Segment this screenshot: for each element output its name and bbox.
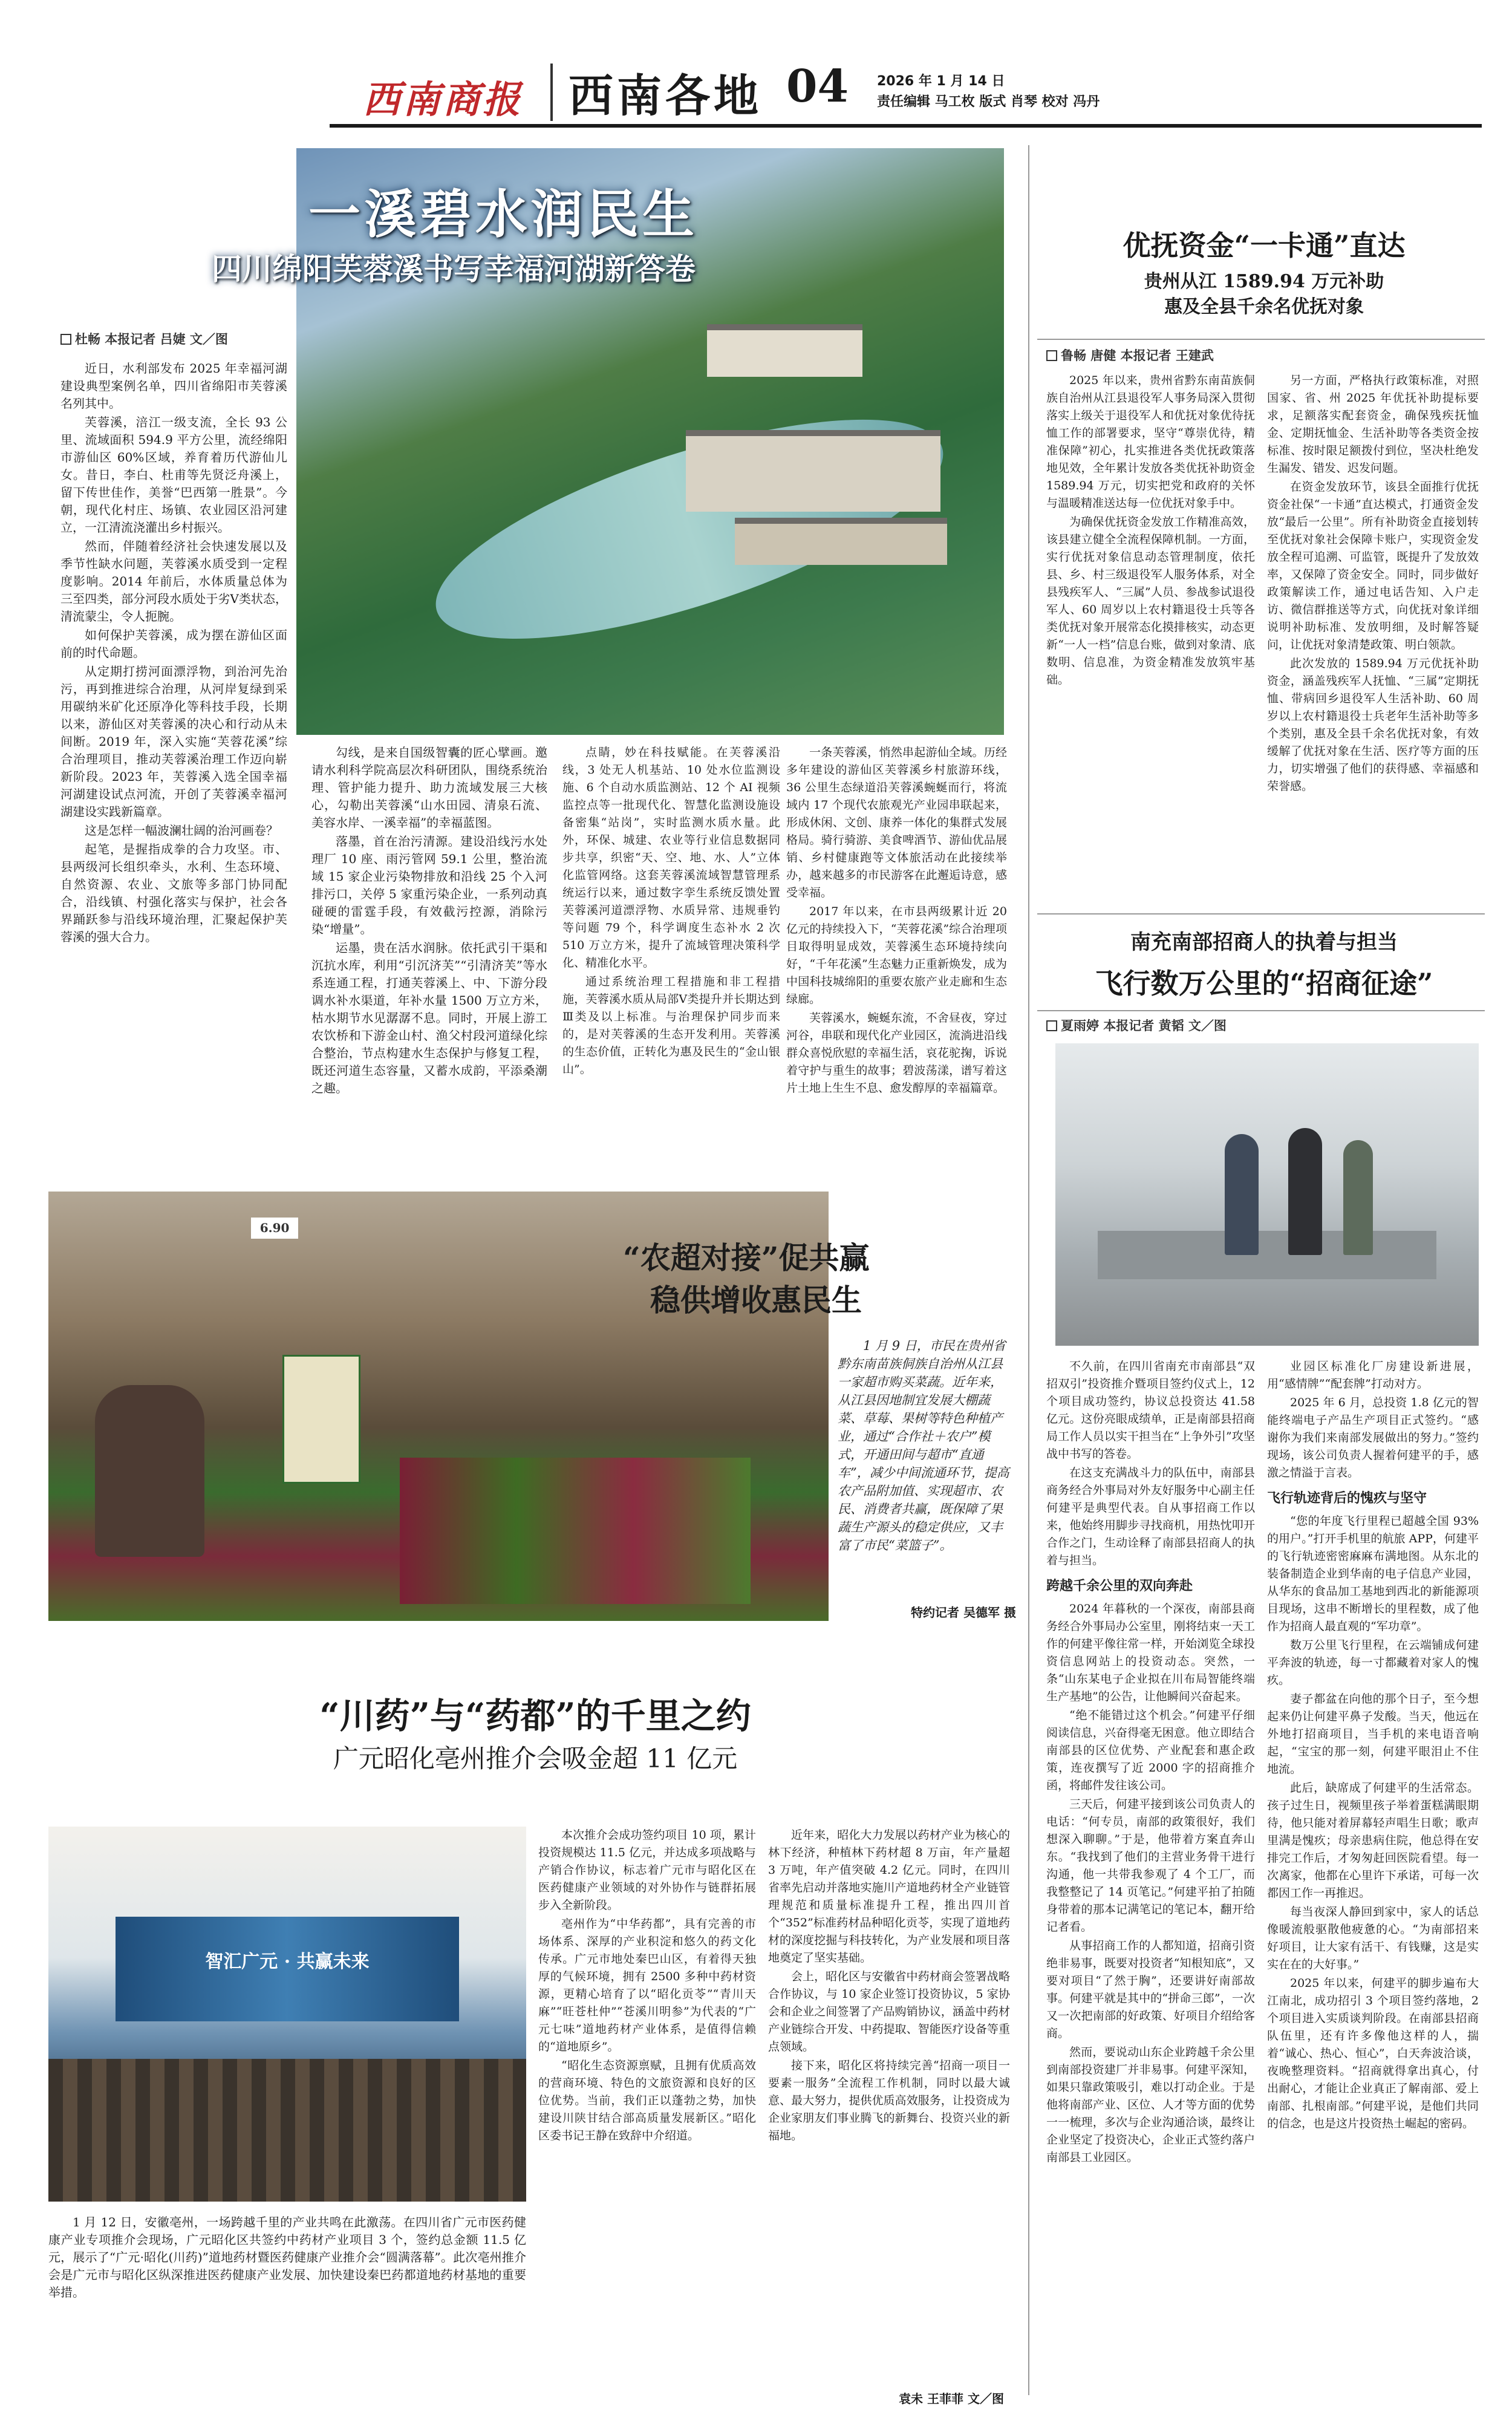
paragraph: 本次推介会成功签约项目 10 项，累计投资规模达 11.5 亿元，并达成多项战略与产销合作协议，标志着广元市与昭化区在医药健康产业领域的对外协作与链群拓展步入全新阶段。 [538,1828,756,1912]
byline-icon [60,334,71,345]
article1-title: 一溪碧水润民生 [308,184,698,245]
issue-date: 2026 年 1 月 14 日 [877,74,1005,89]
article2-col1 [1046,372,1255,910]
lab-bench [1098,1231,1436,1279]
shopper-figure [95,1385,204,1557]
top-rule [330,124,1482,128]
section-title: 西南各地 [569,70,762,122]
article2-title: 优抚资金“一卡通”直达 [1123,229,1406,262]
shelf-sign [282,1355,360,1484]
paragraph: “昭化生态资源禀赋，且拥有优质高效的营商环境、特色的文旅资源和良好的区位优势。当前，我们正以蓬勃之势，加快建设川陕甘结合部高质量发展新区。”昭化区委书记王静在致辞中介绍道。 [538,2059,756,2142]
paragraph: 近日，水利部发布 2025 年幸福河湖建设典型案例名单，四川省绵阳市芙蓉溪名列其中。 [60,361,287,411]
paragraph: 点睛，妙在科技赋能。在芙蓉溪沿线，3 处无人机基站、10 处水位监测设施、6 个自动水质监测站、12 个 AI 视频监控点等一批现代化、智慧化监测设施设备密集“站岗”，实时监测水质水量。此外，环保、城建、农业等行业信息数据同步共享，织密“天、空、地、水、人”立体化监管网络。这套芙蓉溪流域智慧管理系统运行以来，通过数字孪生系统反馈处置芙蓉溪河道漂浮物、水质异常、违规垂钓等问题 79 个，科学调度生态补水 2 次 510 万立方米，提升了流域管理决策科学化、精准化水平。 [562,746,780,970]
paragraph: 此后，缺席成了何建平的生活常态。孩子过生日，视频里孩子举着蛋糕满眼期待，他只能对着屏幕轻声唱生日歌；歌声里满是愧疚；母亲患病住院，他总得在安排完工作后，才匆匆赶回医院看望。每一次离家，他都在心里许下承诺，可每一次都因工作一再推迟。 [1267,1781,1479,1900]
paragraph: 运墨，贵在活水润脉。依托武引干渠和沉抗水库，利用“引沉济芙”“引清济芙”等水系连通工程，打通芙蓉溪上、中、下游分段调水补水渠道，年补水量 1500 万立方米，枯水期节水见潺潺不息。同时，开展上游工农饮桥和下游金山村、渔父村段河道绿化综合整治，节点构建水生态保护与修复工程，既还河道生态容量，又蓄水成韵，平添桑潮之趣。 [311,941,547,1095]
person-figure [1225,1134,1259,1255]
audience-rows [48,2059,526,2202]
article4-subtitle: 广元昭化亳州推介会吸金超 11 亿元 [333,1744,738,1773]
article1-subtitle: 四川绵阳芙蓉溪书写幸福河湖新答卷 [212,251,696,287]
paragraph: 这是怎样一幅波澜壮阔的治河画卷？ [85,823,278,838]
paragraph: 从事招商工作的人都知道，招商引资绝非易事，既要对投资者“知根知底”，又要对项目“了然于胸”，还要讲好南部故事。何建平就是其中的“拼命三郎”，一次又一次把南部的好政策、好项目介绍给客商。 [1046,1939,1255,2040]
paragraph: 落墨，首在治污清源。建设沿线污水处理厂 10 座、雨污管网 59.1 公里，整治流域 15 家企业污染物排放和沿线 25 个入河排污口，关停 5 家重污染企业，一系列动真碰硬的雷霆手段，有效截污控源，消除污染“增量”。 [311,834,547,936]
paragraph: 接下来，昭化区将持续完善“招商一项目一要素一服务”全流程工作机制，同时以最大诚意、最大努力，提供优质高效服务，让投资成为企业家朋友们事业腾飞的新舞台、投资兴业的新福地。 [768,2059,1010,2142]
paragraph: 1 月 12 日，安徽亳州，一场跨越千里的产业共鸣在此激荡。在四川省广元市医药健康产业专项推介会现场，广元昭化区共签约中药材产业项目 3 个，签约总金额 11.5 亿元，展示了“广元·昭化(川药)”道地药材暨医药健康产业推介会“圆满落幕”。此次亳州推介会是广元市与昭化区纵深推进医药健康产业发展、加快建设秦巴药都道地药材基地的重要举措。 [48,2215,526,2300]
paragraph: 勾线，是来自国级智囊的匠心擘画。邀请水利科学院高层次科研团队，围绕系统治理、管护能力提升、助力流域发展三大核心，勾勒出芙蓉溪“山水田园、清泉石流、美容水岸、一溪幸福”的幸福蓝图。 [311,745,547,830]
article3-subhead2: 飞行轨迹背后的愧疚与坚守 [1267,1491,1427,1506]
page-number: 04 [786,60,849,112]
article3-kicker: 南充南部招商人的执着与担当 [1130,930,1398,954]
article2-sub2: 惠及全县千余名优抚对象 [1164,296,1364,318]
paragraph: 芙蓉溪，涪江一级支流，全长 93 公里、流域面积 594.9 平方公里，流经绵阳市游仙区 60%区域，养育着历代游仙儿女。昔日，李白、杜甫等先贤泛舟溪上，留下传世佳作，美誉“巴西第一胜景”。今朝，现代化村庄、场镇、农业园区沿河建立，一江清流浇灌出乡村振兴。 [60,415,287,535]
paragraph: 在这支充满战斗力的队伍中，南部县商务经合外事局对外友好服务中心副主任何建平是典型代表。自从事招商工作以来，他始终用脚步寻找商机，用热忱叩开合作之门，生动诠释了南部县招商人的执着与担当。 [1046,1466,1255,1567]
article3-col1 [1046,1358,1255,2386]
building-cluster [735,518,947,565]
article4-col1 [538,1827,756,2389]
paragraph: 2025 年以来，贵州省黔东南苗族侗族自治州从江县退役军人事务局深入贯彻落实上级关于退役军人和优抚对象优待抚恤工作的部署要求，坚守“尊崇优待，精准保障”初心，扎实推进各类优抚政策落地见效，全年累计发放各类优抚补助资金 1589.94 万元，切实把党和政府的关怀与温暖精准送达每一位优抚对象手中。 [1046,374,1255,510]
photo-story-credit: 特约记者 吴德军 摄 [911,1605,1016,1620]
byline-icon [1046,350,1057,361]
article3-top-rule [1037,913,1485,915]
article4-photo-meeting [48,1827,526,2202]
paragraph: 近年来，昭化大力发展以药材产业为核心的林下经济，种植林下药材超 8 万亩，年产量超 3 万吨，年产值突破 4.2 亿元。同时，在四川省率先启动并落地实施川产道地药材全产业链管理规范和质量标准提升工程，推出四川首个“352”标准药材品种昭化贡苓，实现了道地药材的深度挖掘与科技转化，为产业发展和项目落地奠定了坚实基础。 [768,1828,1010,1964]
photo-story-title1: “农超对接”促共赢 [623,1240,870,1276]
paragraph: 然而，要说动山东企业跨越千余公里到南部投资建厂并非易事。何建平深知，如果只靠政策吸引，难以打动企业。于是他将南部产业、区位、人才等方面的优势一一梳理，多次与企业沟通洽谈，最终让企业坚定了投资决心，企业正式签约落户南部县工业园区。 [1046,2046,1255,2164]
paragraph: 然而，伴随着经济社会快速发展以及季节性缺水问题，芙蓉溪水质受到一定程度影响。2014 年前后，水体质量总体为三至四类，部分河段水质处于劣Ⅴ类状态，清流蒙尘，令人扼腕。 [60,539,287,624]
paragraph: 每当夜深人静回到家中，家人的话总像暖流般驱散他疲惫的心。“为南部招来好项目，让大家有活干、有钱赚，这是实实在在的大好事。” [1267,1905,1479,1971]
paragraph: 在资金发放环节，该县全面推行优抚资金社保“一卡通”直达模式，打通资金发放“最后一公里”。所有补助资金直接划转至优抚对象社会保障卡账户，实现资金发放全程可追溯、可监管，既提升了发放效率，又保障了资金安全。同时，同步做好政策解读工作，通过电话告知、入户走访、微信群推送等方式，向优抚对象详细说明补助标准、发放明细，及时解答疑问，让优抚对象清楚政策、明白领款。 [1267,480,1479,651]
paragraph: 从定期打捞河面漂浮物，到治河先治污，再到推进综合治理，从河岸复绿到采用碳纳米矿化还原净化等科技手段，长期以来，游仙区对芙蓉溪的决心和行动从未间断。2019 年，深入实施“芙蓉花溪”综合治理项目，推动芙蓉溪治理工作迈向崭新阶段。2023 年，芙蓉溪入选全国幸福河湖建设试点河流，开创了芙蓉溪幸福河湖建设实践新篇章。 [60,664,287,819]
photo-story-title2: 稳供增收惠民生 [650,1282,862,1318]
article3-col2 [1267,1358,1479,2386]
article1-col4 [786,744,1007,1167]
article3-rule [1037,1010,1485,1011]
paragraph: 2025 年以来，何建平的脚步遍布大江南北，成功招引 3 个项目签约落地，2 个项目进入实质谈判阶段。在南部县招商队伍里，还有许多像他这样的人，揣着“诚心、热心、恒心”，白天奔波洽谈，夜晚整理资料。“招商就得拿出真心，付出耐心，才能让企业真正了解南部、爱上南部、扎根南部。”何建平说，是他们共同的信念，也是这片投资热土崛起的密码。 [1267,1977,1479,2130]
paragraph: 2017 年以来，在市县两级累计近 20 亿元的持续投入下，“芙蓉花溪”综合治理项目取得明显成效，芙蓉溪生态环境持续向好，“千年花溪”生态魅力正重新焕发，成为中国科技城绵阳的重要农旅产业走廊和生态绿廊。 [786,905,1007,1006]
paragraph: 起笔，是握指成拳的合力攻坚。市、县两级河长组织牵头，水利、生态环境、自然资源、农业、文旅等多部门协同配合，沿线镇、村强化落实与保护，社会各界踊跃参与沿线环境治理，汇聚起保护芙蓉溪的强大合力。 [60,842,287,944]
paragraph: 2024 年暮秋的一个深夜，南部县商务经合外事局办公室里，刚将结束一天工作的何建平像往常一样，开始浏览全球投资信息网站上的投资动态。突然，一条“山东某电子企业拟在川布局智能终端生产基地”的公告，让他瞬间兴奋起来。 [1046,1602,1255,1703]
vegetable-display [400,1458,751,1603]
paragraph: 另一方面，严格执行政策标准，对照国家、省、州 2025 年优抚补助提标要求，足额落实配套资金，确保残疾抚恤金、定期抚恤金、生活补助等各类资金按标准、按时限足额拨付到位，坚决杜绝发生漏发、错发、迟发问题。 [1267,374,1479,475]
article4-credit: 袁未 王菲菲 文／图 [899,2392,1004,2406]
article1-col3 [562,744,780,1167]
price-tag: 6.90 [251,1218,298,1239]
byline-icon [1046,1020,1057,1031]
paragraph: 如何保护芙蓉溪，成为摆在游仙区面前的时代命题。 [60,628,287,660]
paragraph: 亳州作为“中华药都”，具有完善的市场体系、深厚的产业积淀和悠久的药文化传承。广元市地处秦巴山区，有着得天独厚的气候环境，拥有 2500 多种中药材资源，更精心培育了以“昭化贡苓”“青川天麻”“旺苍杜仲”“苍溪川明参”为代表的“广元七味”道地药材产业体系，是值得信赖的“道地原乡”。 [538,1917,756,2053]
paragraph: 通过系统治理工程措施和非工程措施，芙蓉溪水质从局部Ⅴ类提升并长期达到Ⅲ类及以上标准。与治理保护同步而来的，是对芙蓉溪的生态开发利用。芙蓉溪的生态价值，正转化为惠及民生的“金山银山”。 [562,975,780,1076]
paragraph: 三天后，何建平接到该公司负责人的电话：“何专员，南部的政策很好，我们想深入聊聊。”于是，他带着方案直奔山东。“我找到了他们的主营业务骨干进行沟通，他一共带我参观了 4 个工厂，而我整整记了 14 页笔记。”何建平拍了拍随身带着的那本记满笔记的笔记本，翻开给记者看。 [1046,1798,1255,1934]
article3-byline: 夏雨婷 本报记者 黄韬 文／图 [1046,1016,1470,1034]
caption-text: 1 月 9 日，市民在贵州省黔东南苗族侗族自治州从江县一家超市购买菜蔬。近年来，从江县因地制宜发展大棚蔬菜、草莓、果树等特色种植产业，通过“合作社＋农户”模式，开通田间与超市“直通车”，减少中间流通环节，提高农产品附加值、实现超市、农民、消费者共赢，既保障了果蔬生产源头的稳定供应，又丰富了市民“菜篮子”。 [838,1338,1009,1553]
paragraph: “绝不能错过这个机会。”何建平仔细阅读信息，兴奋得毫无困意。他立即结合南部县的区位优势、产业配套和惠企政策，连夜撰写了近 2000 字的招商推介函，将邮件发往该公司。 [1046,1709,1255,1792]
masthead-meta [877,71,1100,112]
paragraph: 数万公里飞行里程，在云端铺成何建平奔波的轨迹，每一寸都藏着对家人的愧疚。 [1267,1638,1479,1687]
paragraph: “您的年度飞行里程已超越全国 93%的用户。”打开手机里的航旅 APP，何建平的飞行轨迹密密麻麻布满地图。从东北的装备制造企业到华南的电子信息产业园，从华东的食品加工基地到西北的新能源项目现场，这串不断增长的里程数，成了他作为招商人最直观的“军功章”。 [1267,1514,1479,1633]
editor-credits: 责任编辑 马工枚 版式 肖琴 校对 冯丹 [877,94,1100,109]
person-figure [1288,1128,1322,1255]
newspaper-logo: 西南商报 [363,77,523,122]
paragraph: 2025 年 6 月，总投资 1.8 亿元的智能终端电子产品生产项目正式签约。“感谢你为我们来南部发展做出的努力。”签约现场，该公司负责人握着何建平的手，感激之情溢于言表。 [1267,1396,1479,1479]
paragraph: 一条芙蓉溪，悄然串起游仙全域。历经多年建设的游仙区芙蓉溪乡村旅游环线，36 公里生态绿道沿芙蓉溪蜿蜒而行，将流域内 17 个现代农旅观光产业园串联起来，形成休闲、文创、康养一体化的集群式发展格局。骑行骑游、美食啤酒节、游仙优品展销、乡村健康跑等文体旅活动在此接续举办，越来越多的市民游客在此邂逅诗意，感受幸福。 [786,746,1007,899]
paragraph: 妻子都盆在向他的那个日子，至今想起来仍让何建平鼻子发酸。当天，他远在外地打招商项目，当手机的来电语音响起，“宝宝的那一刻，何建平眼泪止不住地流。 [1267,1692,1479,1776]
article2-byline: 鲁畅 唐健 本报记者 王建武 [1046,346,1470,364]
paragraph: 会上，昭化区与安徽省中药材商会签署战略合作协议，与 10 家企业签订投资协议，5 家协会和企业之间签署了产品购销协议，涵盖中药材产业链综合开发、中药提取、智能医疗设备等重点领域。 [768,1970,1010,2053]
paragraph: 为确保优抚资金发放工作精准高效，该县建立健全全流程保障机制。一方面，实行优抚对象信息动态管理制度，依托县、乡、村三级退役军人服务体系，对全县残疾军人、“三属”人员、参战参试退役军人、60 周岁以上农村籍退役士兵等各类优抚对象开展常态化摸排核实，动态更新“一人一档”信息台账，做到对象清、底数明、信息准，为资金精准发放筑牢基础。 [1046,515,1255,686]
article3-subhead1: 跨越千余公里的双向奔赴 [1046,1579,1193,1594]
article2-sub1: 贵州从江 1589.94 万元补助 [1144,271,1384,292]
right-column-divider [1028,145,1029,2395]
masthead-divider [550,64,553,121]
article1-byline: 杜畅 本报记者 吕婕 文／图 [60,330,296,348]
article2-col2 [1267,372,1479,910]
person-figure [1343,1140,1373,1255]
article4-title: “川药”与“药都”的千里之约 [319,1695,751,1736]
paragraph: 此次发放的 1589.94 万元优抚补助资金，涵盖残疾军人抚恤、“三属”定期抚恤、带病回乡退役军人生活补助、60 周岁以上农村籍退役士兵老年生活补助等多个类别，惠及全县千余名优抚对象，有效缓解了优抚对象在生活、医疗等方面的压力，切实增强了他们的获得感、幸福感和荣誉感。 [1267,657,1479,793]
building-cluster [686,430,940,512]
article4-photo-caption [48,2214,526,2395]
article1-col2 [311,744,547,1167]
article2-rule [1037,339,1485,340]
paragraph: 不久前，在四川省南充市南部县“双招双引”投资推介暨项目签约仪式上，12 个项目成功签约，协议总投资达 41.58 亿元。这份亮眼成绩单，正是南部县招商局工作人员以实干担当在“上争外引”攻坚战中书写的答卷。 [1046,1360,1255,1461]
building-cluster [707,324,862,377]
article3-title: 飞行数万公里的“招商征途” [1095,967,1433,1000]
paragraph: 芙蓉溪水，蜿蜒东流，不舍昼夜，穿过河谷，串联和现代化产业园区，流淌进沿线群众喜悦欣慰的幸福生活，哀花驼掬，诉说着守护与重生的故事；碧波荡漾，谱写着这片土地上生生不息、愈发醇厚的幸福篇章。 [786,1011,1007,1095]
paragraph: 业园区标准化厂房建设新进展，用“感情牌”“配套牌”打动对方。 [1267,1360,1479,1391]
photo-story-caption [838,1337,1013,1597]
stage-banner-text: 智汇广元 · 共赢未来 [205,1951,370,1973]
article4-col2 [768,1827,1010,2389]
article3-photo-office [1055,1043,1479,1346]
